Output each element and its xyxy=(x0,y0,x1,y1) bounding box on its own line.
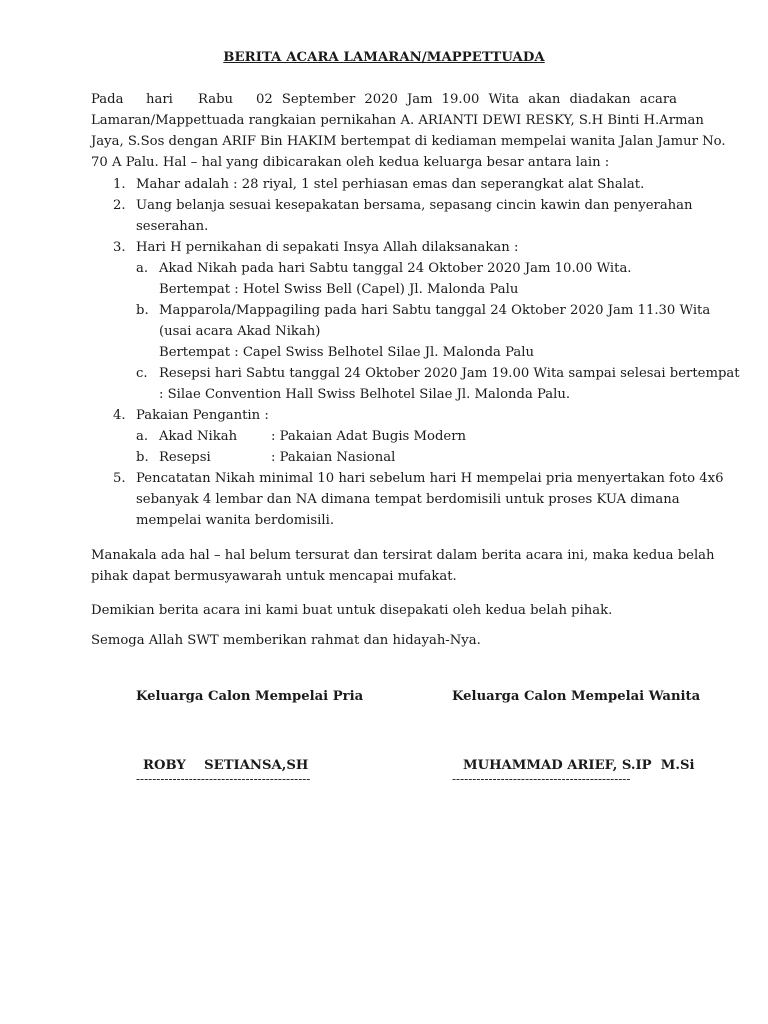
subitem-text: (usai acara Akad Nikah) xyxy=(159,324,321,339)
intro-word: 02 September 2020 Jam 19.00 Wita akan diadakan acara xyxy=(256,92,677,107)
subitem-letter: b. xyxy=(136,450,149,465)
intro-word: Rabu xyxy=(198,92,234,107)
subitem-label: Resepsi xyxy=(159,450,211,465)
subitem-text: Mapparola/Mappagiling pada hari Sabtu tanggal 24 Oktober 2020 Jam 11.30 Wita xyxy=(159,303,711,318)
item-text: sebanyak 4 lembar dan NA dimana tempat berdomisili untuk proses KUA dimana xyxy=(136,492,680,507)
intro-line-2: Lamaran/Mappettuada rangkaian pernikahan A. ARIANTI DEWI RESKY, S.H Binti H.Arman xyxy=(91,113,704,128)
item-text: seserahan. xyxy=(136,219,209,234)
item-number: 2. xyxy=(113,198,126,213)
signature-heading: Keluarga Calon Mempelai Pria xyxy=(136,689,364,704)
signature-line: -------------------------------------------- xyxy=(452,772,631,786)
item-text: mempelai wanita berdomisili. xyxy=(136,513,335,528)
intro-word: hari xyxy=(146,92,173,107)
signature-heading: Keluarga Calon Mempelai Wanita xyxy=(452,689,701,704)
intro-word: Pada xyxy=(91,92,124,107)
subitem-location: Bertempat : Hotel Swiss Bell (Capel) Jl. Malonda Palu xyxy=(159,282,519,297)
signature-name: MUHAMMAD ARIEF, S.IP M.Si xyxy=(463,758,695,773)
intro-line-4: 70 A Palu. Hal – hal yang dibicarakan oleh kedua keluarga besar antara lain : xyxy=(91,155,610,170)
item-text: Pencatatan Nikah minimal 10 hari sebelum hari H mempelai pria menyertakan foto 4x6 xyxy=(136,471,724,486)
subitem-location: : Silae Convention Hall Swiss Belhotel Silae Jl. Malonda Palu. xyxy=(159,387,571,402)
subitem-text: Akad Nikah pada hari Sabtu tanggal 24 Oktober 2020 Jam 10.00 Wita. xyxy=(159,261,632,276)
subitem-text: Resepsi hari Sabtu tanggal 24 Oktober 2020 Jam 19.00 Wita sampai selesai bertempat xyxy=(159,366,740,381)
item-number: 4. xyxy=(113,408,126,423)
subitem-letter: a. xyxy=(136,429,149,444)
item-text: Pakaian Pengantin : xyxy=(136,408,269,423)
subitem-letter: b. xyxy=(136,303,149,318)
subitem-location: Bertempat : Capel Swiss Belhotel Silae Jl. Malonda Palu xyxy=(159,345,534,360)
item-text: Uang belanja sesuai kesepakatan bersama, sepasang cincin kawin dan penyerahan xyxy=(136,198,693,213)
subitem-value: : Pakaian Adat Bugis Modern xyxy=(271,429,467,444)
item-text: Mahar adalah : 28 riyal, 1 stel perhiasan emas dan seperangkat alat Shalat. xyxy=(136,177,645,192)
document-title: BERITA ACARA LAMARAN/MAPPETTUADA xyxy=(223,50,545,65)
closing-line: Manakala ada hal – hal belum tersurat dan tersirat dalam berita acara ini, maka kedua belah xyxy=(91,548,715,563)
signature-name: ROBY SETIANSA,SH xyxy=(143,758,309,773)
closing-statement: Demikian berita acara ini kami buat untuk disepakati oleh kedua belah pihak. xyxy=(91,603,613,618)
closing-prayer: Semoga Allah SWT memberikan rahmat dan hidayah-Nya. xyxy=(91,633,481,648)
item-number: 3. xyxy=(113,240,126,255)
subitem-value: : Pakaian Nasional xyxy=(271,450,396,465)
closing-line: pihak dapat bermusyawarah untuk mencapai mufakat. xyxy=(91,569,457,584)
subitem-letter: a. xyxy=(136,261,149,276)
subitem-label: Akad Nikah xyxy=(159,429,238,444)
signature-line: ------------------------------------------- xyxy=(136,772,311,786)
item-number: 5. xyxy=(113,471,126,486)
item-text: Hari H pernikahan di sepakati Insya Allah dilaksanakan : xyxy=(136,240,519,255)
intro-line-3: Jaya, S.Sos dengan ARIF Bin HAKIM bertempat di kediaman mempelai wanita Jalan Jamur No. xyxy=(91,134,726,149)
item-number: 1. xyxy=(113,177,126,192)
subitem-letter: c. xyxy=(136,366,148,381)
